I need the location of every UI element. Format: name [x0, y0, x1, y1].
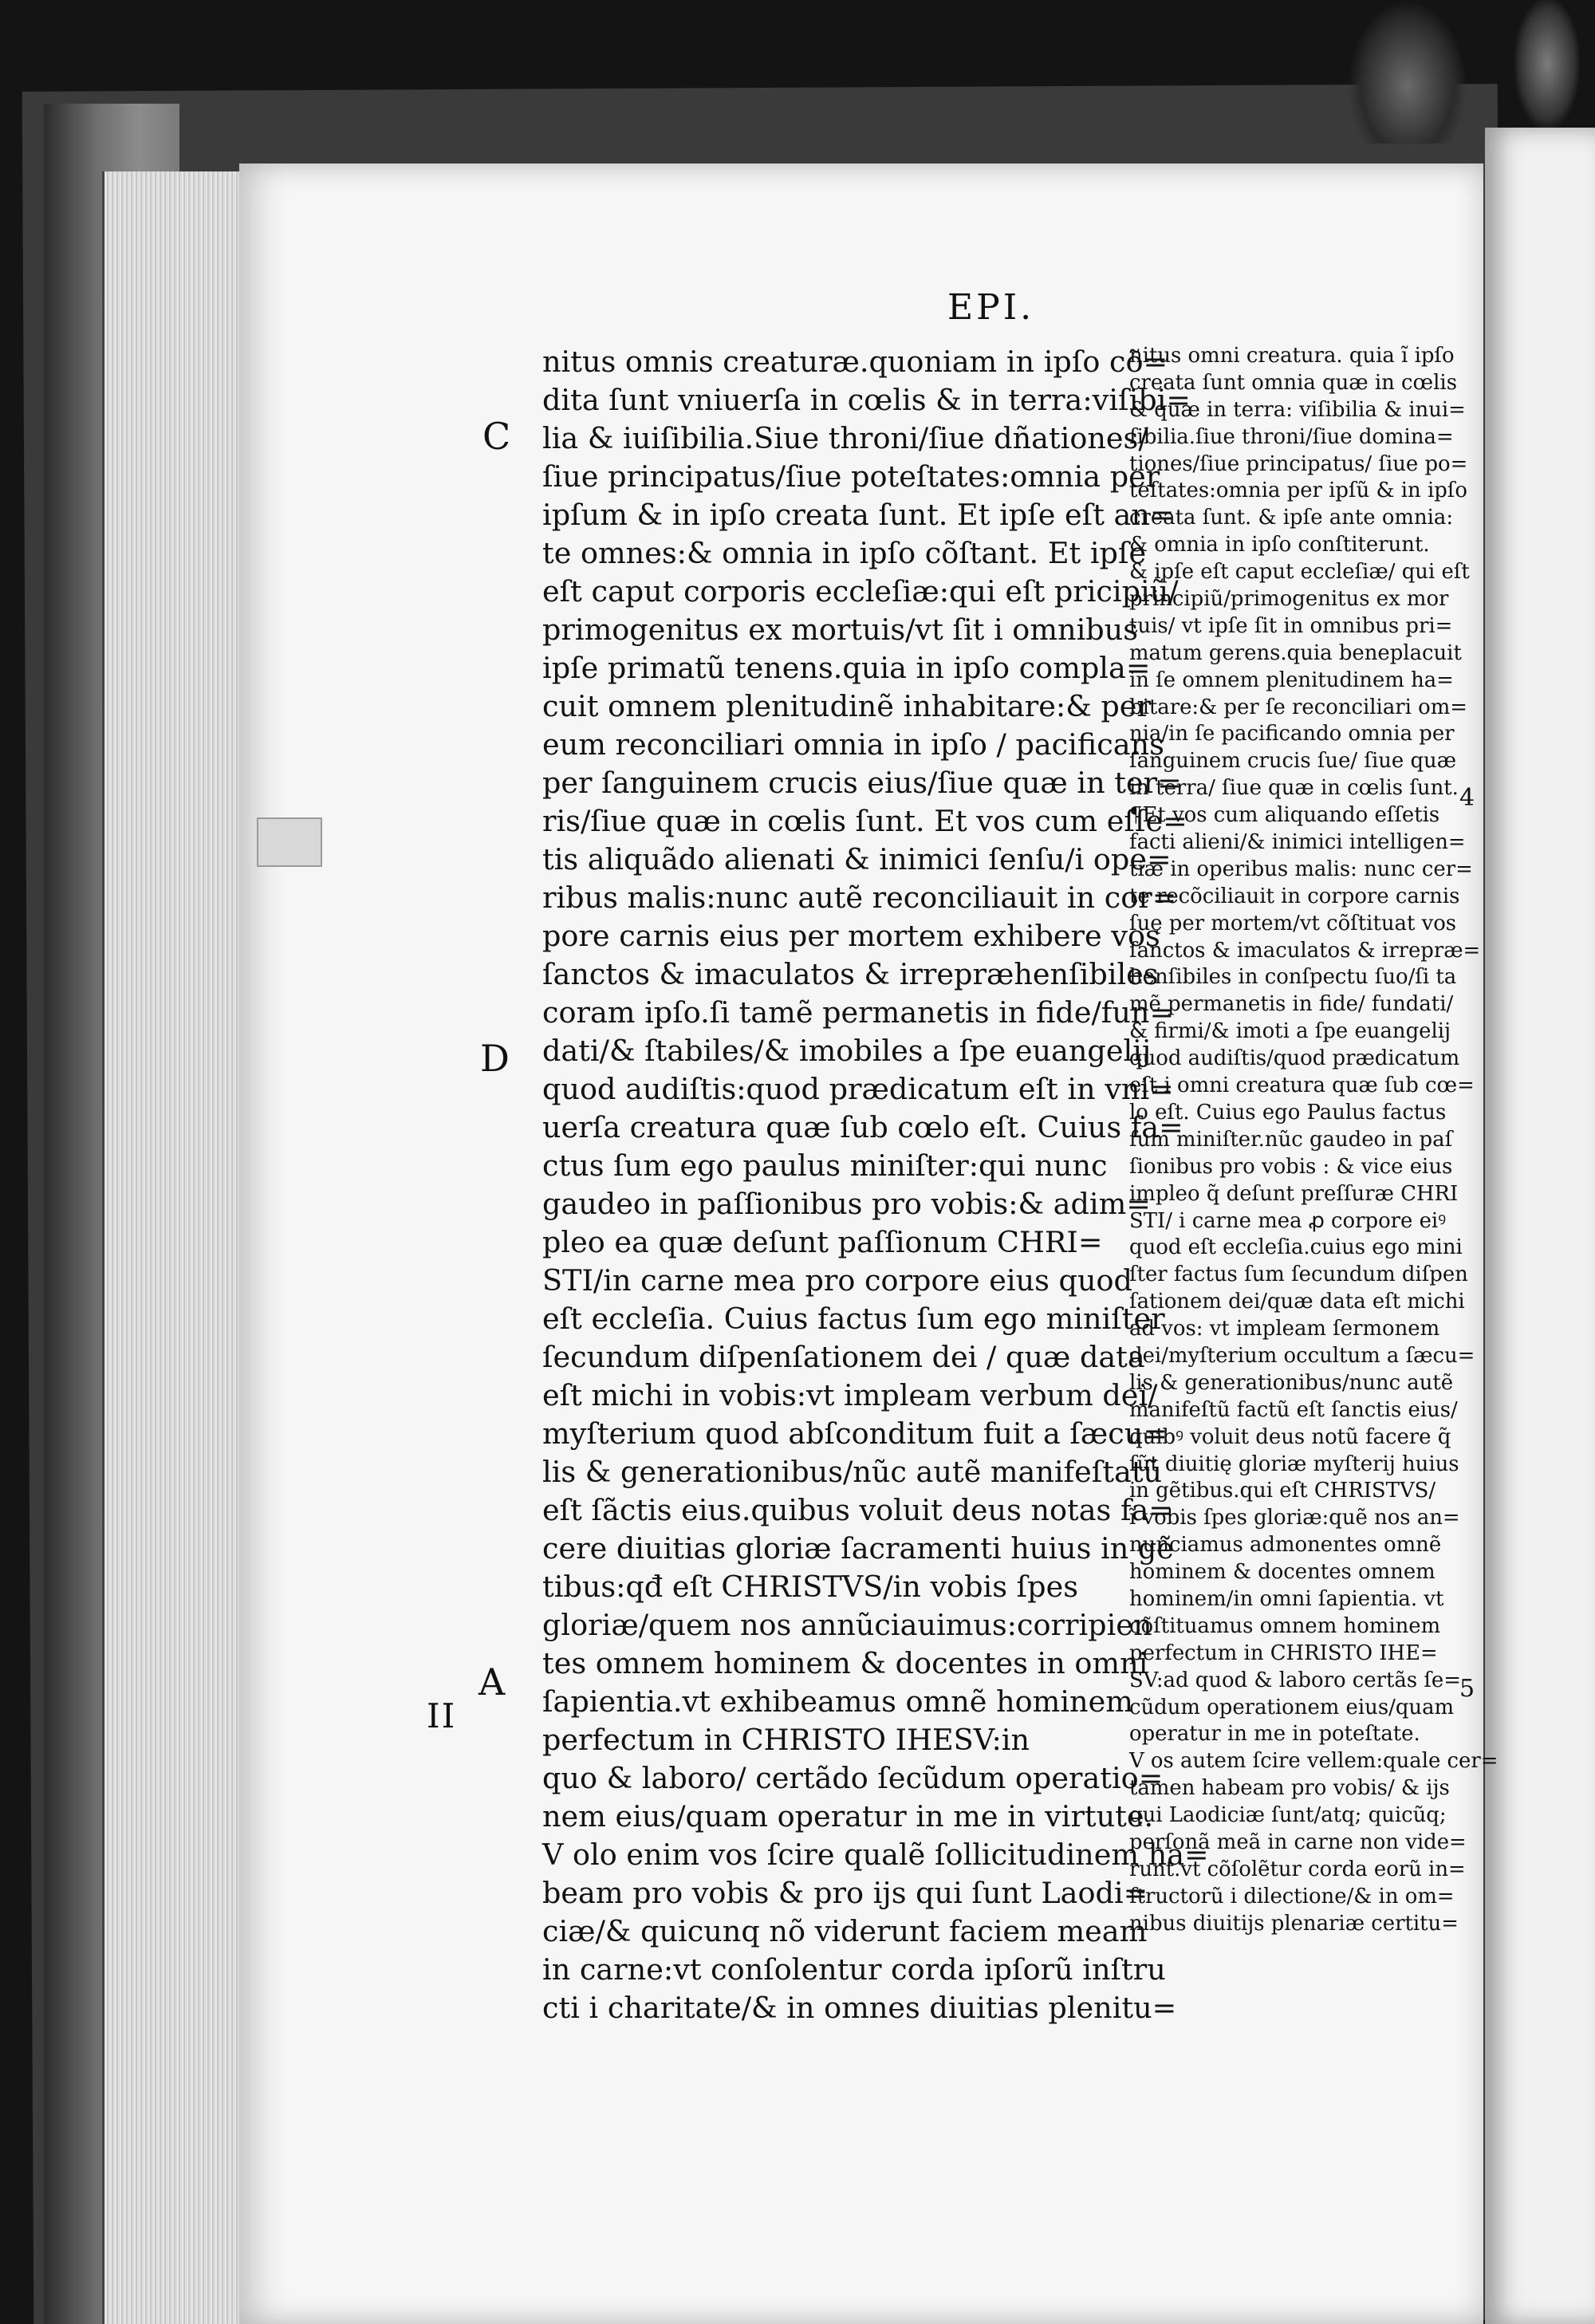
- commentary-line: V os autem ſcire vellem:quale cer=: [1129, 1749, 1499, 1774]
- text-line: eum reconciliari omnia in ipſo / pacificans: [542, 727, 1164, 762]
- text-line: gloriæ/quem nos annũciauimus:corripien: [542, 1608, 1152, 1642]
- commentary-line: in ſe omnem plenitudinem ha=: [1129, 668, 1454, 692]
- page-edges: [102, 171, 256, 2324]
- commentary-line: te recõciliauit in corpore carnis: [1129, 884, 1460, 908]
- text-line: quod audiſtis:quod prædicatum eſt in vni=: [542, 1072, 1174, 1106]
- text-line: ribus malis:nunc autẽ reconciliauit in cor=: [542, 880, 1177, 915]
- text-line: eſt michi in vobis:vt impleam verbum dei/: [542, 1378, 1158, 1412]
- commentary-line: ſũt diuitię gloriæ myſterij huius: [1129, 1452, 1459, 1476]
- commentary-line: ſibilia.ſiue throni/ſiue domina=: [1129, 424, 1454, 449]
- commentary-line: nunciamus admonentes omnẽ: [1129, 1533, 1442, 1558]
- running-header: EPI.: [947, 287, 1035, 328]
- commentary-line: creata ſunt. & ipſe ante omnia:: [1129, 506, 1454, 530]
- commentary-line: nia/in ſe pacificando omnia per: [1129, 722, 1455, 746]
- commentary-line: & ipſe eſt caput eccleſiæ/ qui eſt: [1129, 560, 1470, 585]
- binding-cord-right: [1515, 0, 1579, 128]
- text-line: tes omnem hominem & docentes in omni: [542, 1646, 1148, 1680]
- commentary-line: tiones/ſiue principatus/ ſiue po=: [1129, 451, 1468, 476]
- latin-text-column: [542, 343, 1209, 2027]
- commentary-line: perſonã meã in carne non vide=: [1129, 1830, 1467, 1854]
- commentary-line: teſtates:omnia per ipſũ & in ipſo: [1129, 479, 1467, 503]
- commentary-line: bitare:& per ſe reconciliari om=: [1129, 695, 1467, 719]
- text-line: tibus:qđ eſt CHRISTVS/in vobis ſpes: [542, 1570, 1079, 1604]
- text-line: V olo enim vos ſcire qualẽ ſollicitudinem ha=: [542, 1838, 1209, 1872]
- commentary-line: lo eſt. Cuius ego Paulus factus: [1129, 1100, 1447, 1125]
- text-line: myſterium quod abſconditum fuit a ſæcu=: [542, 1416, 1168, 1451]
- text-line: ctus ſum ego paulus miniſter:qui nunc: [542, 1148, 1108, 1183]
- commentary-line: runt.vt cõſolẽtur corda eorũ in=: [1129, 1857, 1466, 1881]
- text-line: ſecundum diſpenſationem dei / quæ data: [542, 1340, 1145, 1374]
- commentary-line: quibꝰ voluit deus notũ facere q̃: [1129, 1424, 1451, 1449]
- text-line: te omnes:& omnia in ipſo cõſtant. Et ipſe: [542, 536, 1147, 570]
- commentary-line: qui Laodiciæ ſunt/atq; quicũq;: [1129, 1803, 1447, 1828]
- text-line: per ſanguinem crucis eius/ſiue quæ in ter=: [542, 766, 1182, 800]
- text-line: coram ipſo.ſi tamẽ permanetis in fide/fun=: [542, 995, 1175, 1030]
- text-line: lia & iuiſibilia.Siue throni/ſiue dñationes/: [542, 421, 1148, 455]
- commentary-line: ad vos: vt impleam ſermonem: [1129, 1317, 1440, 1341]
- commentary-line: cõſtituamus omnem hominem: [1129, 1613, 1441, 1638]
- commentary-text-column: [1129, 343, 1512, 1938]
- commentary-line: ſuę per mortem/vt cõſtituat vos: [1129, 911, 1457, 936]
- margin-letter-d: D: [480, 1037, 510, 1080]
- text-line: eſt eccleſia. Cuius factus ſum ego miniſter: [542, 1302, 1165, 1336]
- text-line: primogenitus ex mortuis/vt ſit i omnibus: [542, 613, 1139, 647]
- text-line: ris/ſiue quæ in cœlis ſunt. Et vos cum eſſe=: [542, 804, 1187, 838]
- commentary-line: tamen habeam pro vobis/ & ijs: [1129, 1776, 1450, 1801]
- commentary-line: ſanctos & imaculatos & irrepræ=: [1129, 938, 1481, 963]
- text-line: cere diuitias gloriæ ſacramenti huius in gẽ: [542, 1531, 1174, 1566]
- commentary-line: nibus diuitijs plenariæ certitu=: [1129, 1911, 1459, 1936]
- text-line: ciæ/& quicunq nõ viderunt faciem meam: [542, 1914, 1148, 1948]
- text-line: nitus omnis creaturæ.quoniam in ipſo cõ=: [542, 345, 1168, 379]
- commentary-line: & firmi/& imoti a ſpe euangelij: [1129, 1019, 1451, 1044]
- commentary-line: dei/myſterium occultum a ſæcu=: [1129, 1343, 1475, 1368]
- commentary-line: & quæ in terra: viſibilia & inui=: [1129, 397, 1466, 422]
- commentary-line: ¶Et vos cum aliquando eſſetis: [1129, 803, 1440, 828]
- commentary-line: operatur in me in poteſtate.: [1129, 1722, 1420, 1747]
- commentary-line: ſter factus ſum ſecundum diſpen: [1129, 1262, 1468, 1287]
- text-line: STI/in carne mea pro corpore eius quod: [542, 1263, 1132, 1298]
- text-line: ſanctos & imaculatos & irrepræhenſibiles: [542, 957, 1159, 991]
- text-line: dati/& ſtabiles/& imobiles a ſpe euangelij: [542, 1034, 1152, 1068]
- margin-letter-a: A: [478, 1660, 506, 1704]
- commentary-line: STI/ i carne mea ꝓ corpore eiꝰ: [1129, 1208, 1447, 1233]
- text-line: beam pro vobis & pro ijs qui ſunt Laodi=: [542, 1876, 1148, 1910]
- commentary-line: principiũ/primogenitus ex mor: [1129, 587, 1449, 612]
- text-line: pleo ea quæ deſunt paſſionum CHRI=: [542, 1225, 1103, 1259]
- text-line: cti i charitate/& in omnes diuitias plenitu=: [542, 1991, 1177, 2025]
- text-line: ipſum & in ipſo creata ſunt. Et ipſe eſt an=: [542, 498, 1175, 532]
- text-line: cuit omnem plenitudinẽ inhabitare:& per: [542, 689, 1151, 723]
- commentary-line: lis & generationibus/nunc autẽ: [1129, 1370, 1454, 1395]
- commentary-line: nitus omni creatura. quia ĩ ipſo: [1129, 344, 1455, 368]
- text-line: uerſa creatura quæ ſub cœlo eſt. Cuius fa=: [542, 1110, 1183, 1144]
- text-line: tis aliquãdo alienati & inimici ſenſu/i ope=: [542, 842, 1172, 876]
- commentary-line: creata ſunt omnia quæ in cœlis: [1129, 370, 1457, 395]
- commentary-line: in terra/ ſiue quæ in cœlis ſunt.: [1129, 776, 1459, 801]
- verse-number-4: 4: [1459, 784, 1475, 812]
- commentary-line: ſationem dei/quæ data eſt michi: [1129, 1290, 1465, 1314]
- commentary-line: eſt i omni creatura quæ ſub cœ=: [1129, 1073, 1475, 1098]
- commentary-line: in gẽtibus.qui eſt CHRISTVS/: [1129, 1479, 1436, 1503]
- text-line: in carne:vt conſolentur corda ipſorũ inſtru: [542, 1952, 1166, 1987]
- commentary-line: perfectum in CHRISTO IHE=: [1129, 1641, 1438, 1665]
- commentary-line: quod audiſtis/quod prædicatum: [1129, 1046, 1460, 1071]
- page-tab: [257, 817, 322, 867]
- chapter-number: II: [427, 1696, 457, 1735]
- commentary-line: hominem/in omni ſapientia. vt: [1129, 1586, 1444, 1611]
- commentary-line: impleo q̃ deſunt preſſuræ CHRI: [1129, 1181, 1459, 1206]
- commentary-line: tiæ in operibus malis: nunc cer=: [1129, 857, 1473, 881]
- commentary-line: quod eſt eccleſia.cuius ego mini: [1129, 1235, 1463, 1260]
- commentary-line: hominem & docentes omnem: [1129, 1560, 1436, 1585]
- text-line: eſt ſãctis eius.quibus voluit deus notas fa=: [542, 1493, 1173, 1527]
- commentary-line: manifeſtũ factũ eſt ſanctis eius/: [1129, 1397, 1458, 1422]
- commentary-line: facti alieni/& inimici intelligen=: [1129, 830, 1466, 855]
- text-line: eſt caput corporis eccleſiæ:qui eſt pricipiũ/: [542, 574, 1179, 609]
- text-line: ipſe primatũ tenens.quia in ipſo compla=: [542, 651, 1151, 685]
- text-line: quo & laboro/ certãdo ſecũdum operatio=: [542, 1761, 1164, 1795]
- commentary-line: ſtructorũ i dilectione/& in om=: [1129, 1884, 1455, 1908]
- text-line: gaudeo in paſſionibus pro vobis:& adim=: [542, 1187, 1151, 1221]
- commentary-line: matum gerens.quia beneplacuit: [1129, 640, 1462, 665]
- verse-number-5: 5: [1459, 1675, 1475, 1703]
- text-line: ſiue principatus/ſiue poteſtates:omnia per: [542, 459, 1160, 494]
- text-line: lis & generationibus/nũc autẽ manifeſtatũ: [542, 1455, 1163, 1489]
- text-line: pore carnis eius per mortem exhibere vos: [542, 919, 1160, 953]
- commentary-line: ſanguinem crucis ſue/ ſiue quæ: [1129, 749, 1457, 774]
- commentary-line: henſibiles in conſpectu ſuo/ſi ta: [1129, 965, 1457, 990]
- binding-cord: [1348, 0, 1467, 144]
- commentary-line: & omnia in ipſo conſtiterunt.: [1129, 533, 1430, 557]
- margin-letter-c: C: [482, 415, 511, 458]
- commentary-line: mẽ permanetis in fide/ fundati/: [1129, 992, 1454, 1017]
- commentary-line: ĩ vobis ſpes gloriæ:quẽ nos an=: [1129, 1506, 1460, 1530]
- text-line: ſapientia.vt exhibeamus omnẽ hominem: [542, 1684, 1133, 1719]
- commentary-line: ſionibus pro vobis : & vice eius: [1129, 1154, 1453, 1179]
- commentary-line: tuis/ vt ipſe ſit in omnibus pri=: [1129, 613, 1453, 638]
- text-line: perfectum in CHRISTO IHESV:in: [542, 1723, 1030, 1757]
- text-line: nem eius/quam operatur in me in virtute.: [542, 1799, 1154, 1834]
- commentary-line: cũdum operationem eius/quam: [1129, 1695, 1455, 1719]
- text-line: dita ſunt vniuerſa in cœlis & in terra:viſibi=: [542, 383, 1191, 417]
- commentary-line: ſum miniſter.nũc gaudeo in paſ: [1129, 1127, 1453, 1152]
- commentary-line: SV:ad quod & laboro certãs ſe=: [1129, 1668, 1461, 1692]
